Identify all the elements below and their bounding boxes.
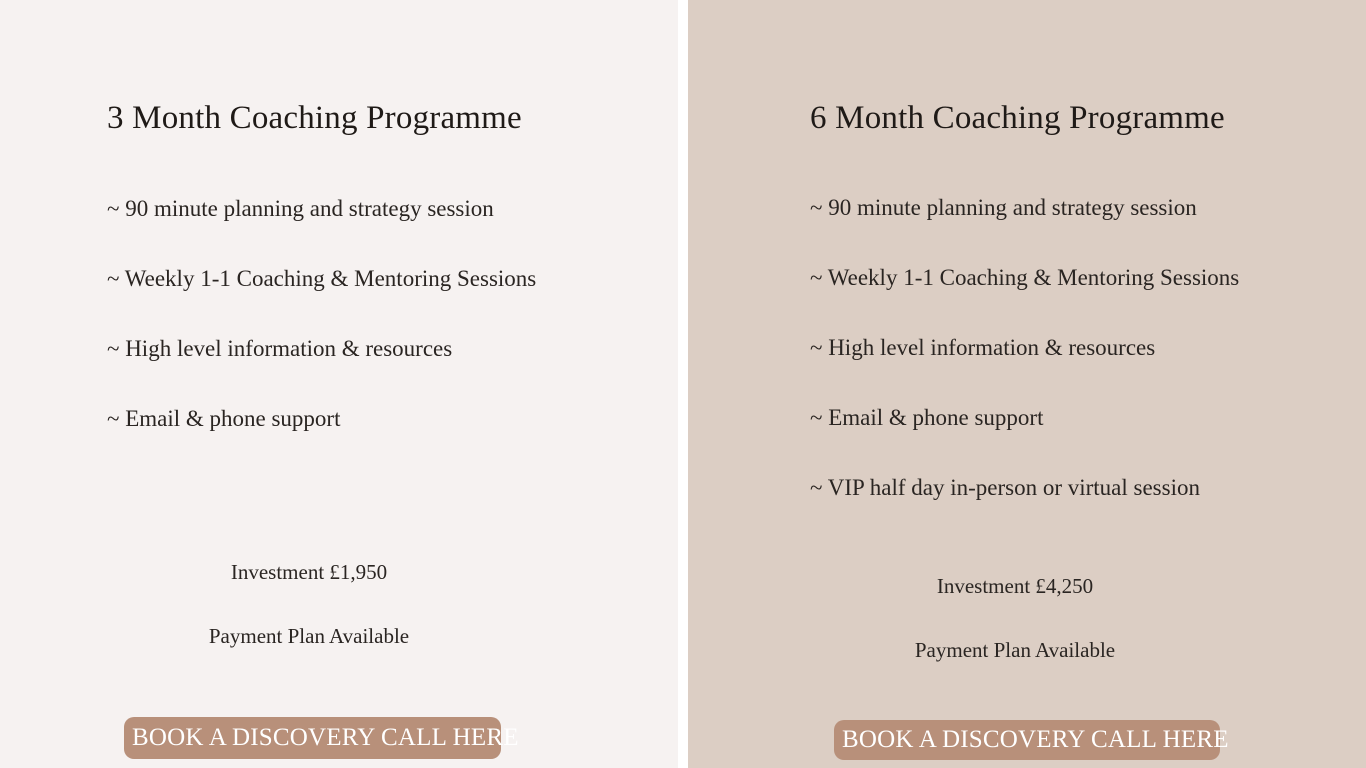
feature-item: ~ High level information & resources: [810, 335, 1156, 360]
programme-title: 3 Month Coaching Programme: [107, 100, 522, 136]
payment-plan-note: Payment Plan Available: [208, 624, 410, 648]
feature-item: ~ Email & phone support: [810, 405, 1044, 430]
programme-title: 6 Month Coaching Programme: [810, 100, 1225, 136]
feature-item: ~ VIP half day in-person or virtual session: [810, 475, 1200, 500]
investment-price: Investment £4,250: [936, 574, 1094, 598]
investment-price: Investment £1,950: [230, 560, 388, 584]
feature-list: [107, 190, 536, 470]
feature-item: ~ 90 minute planning and strategy session: [107, 196, 494, 221]
book-discovery-call-button[interactable]: BOOK A DISCOVERY CALL HERE: [834, 720, 1220, 760]
feature-item: ~ Email & phone support: [107, 406, 341, 431]
feature-item: ~ High level information & resources: [107, 336, 453, 361]
programme-card-6-month: [688, 0, 1366, 768]
programme-card-3-month: [0, 0, 678, 768]
feature-list: [810, 189, 1239, 539]
book-discovery-call-button[interactable]: BOOK A DISCOVERY CALL HERE: [124, 717, 501, 759]
payment-plan-note: Payment Plan Available: [914, 638, 1116, 662]
feature-item: ~ Weekly 1-1 Coaching & Mentoring Sessions: [810, 265, 1240, 290]
feature-item: ~ 90 minute planning and strategy session: [810, 195, 1197, 220]
feature-item: ~ Weekly 1-1 Coaching & Mentoring Sessions: [107, 266, 537, 291]
